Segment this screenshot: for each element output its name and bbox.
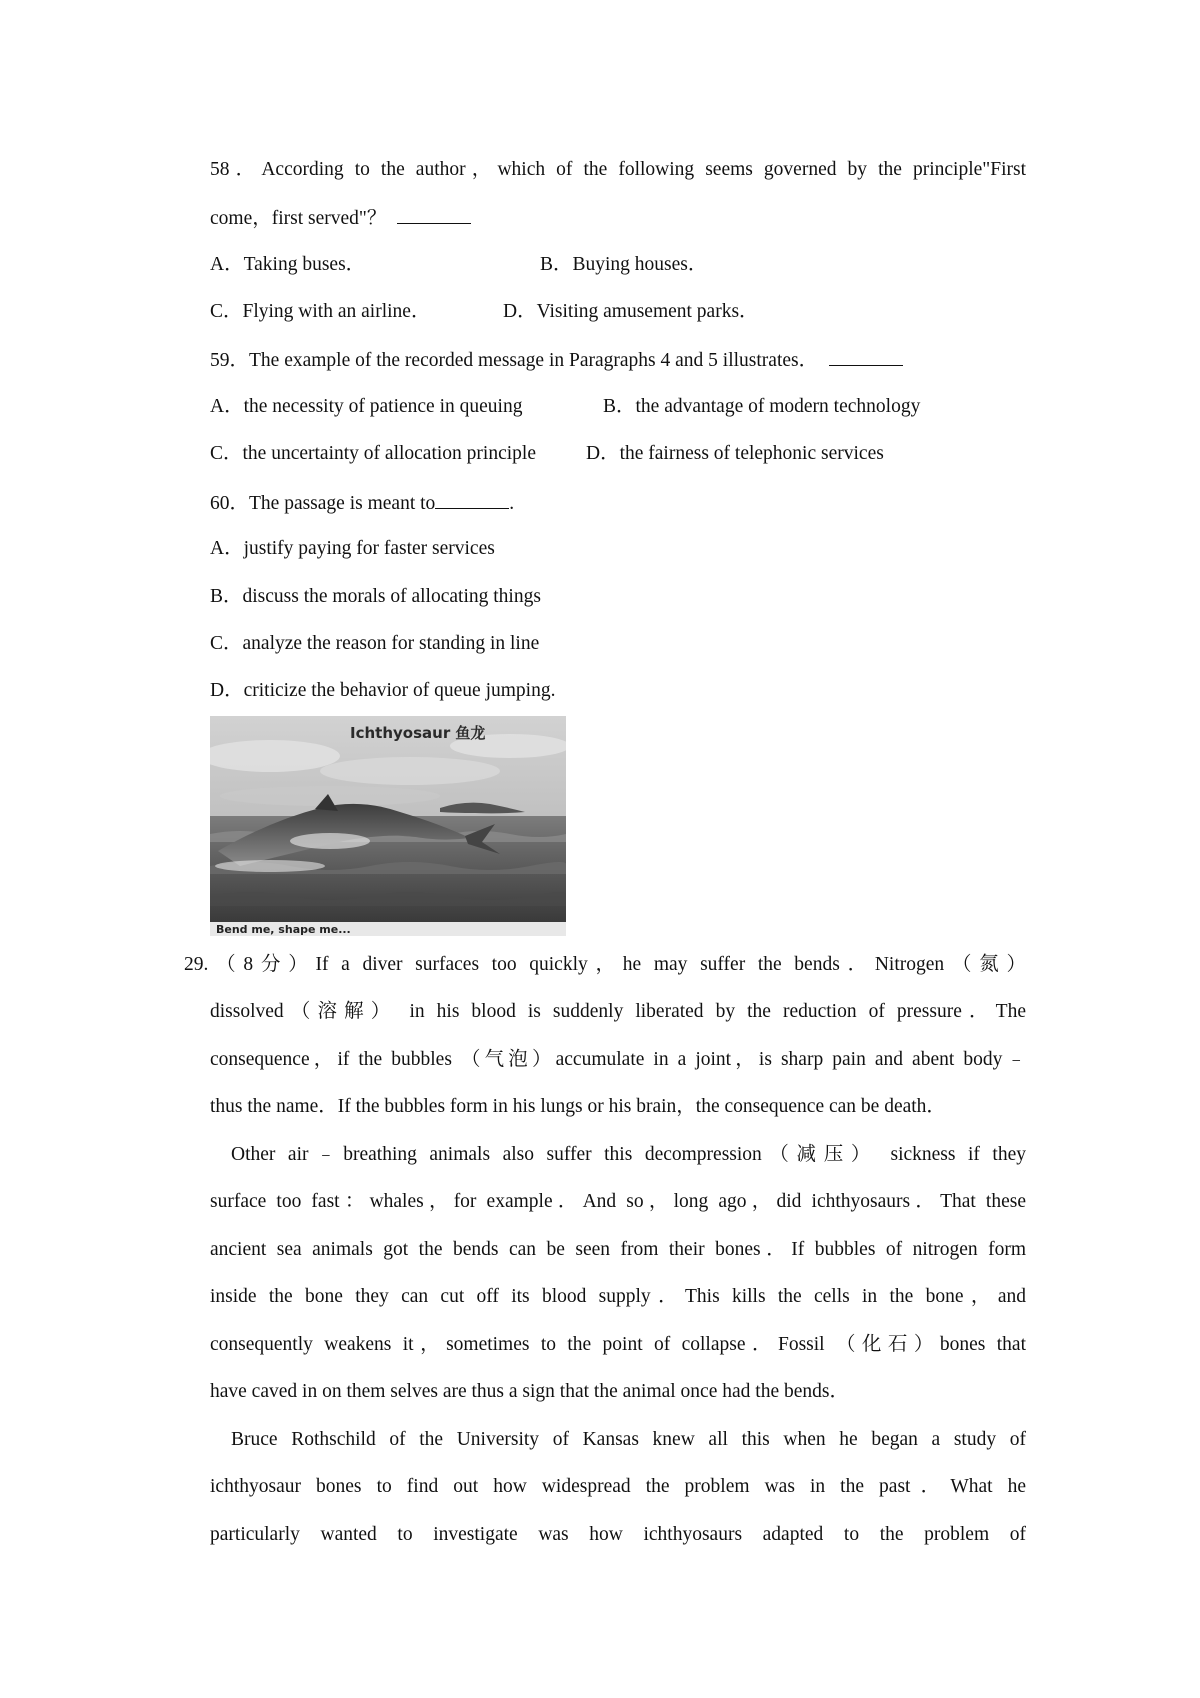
passage29-line2: dissolved（溶解） in his blood is suddenly liberated by the reduction of pressure．The <box>210 1001 1026 1022</box>
image-caption: Bend me, shape me... <box>216 923 351 936</box>
image-title: Ichthyosaur 鱼龙 <box>350 724 486 742</box>
q60-option-b: B．discuss the morals of allocating things <box>210 586 541 607</box>
passage29-line5: Other air﹣breathing animals also suffer this decompression（减压） sickness if they <box>231 1144 1026 1165</box>
q58-stem-text: come，first served"？ <box>210 208 387 229</box>
passage29-line1: 29.（8分）If a diver surfaces too quickly，he may suffer the bends．Nitrogen（氮） <box>184 954 1026 975</box>
passage29-line4: thus the name．If the bubbles form in his lungs or his brain，the consequence can be death． <box>210 1096 946 1117</box>
q60-stem-text: 60．The passage is meant to <box>210 493 436 514</box>
q60-option-d: D．criticize the behavior of queue jumping. <box>210 680 556 701</box>
q59-stem <box>210 347 903 373</box>
q58-option-a: A．Taking buses． <box>210 254 366 275</box>
ichthyosaur-image <box>210 716 566 936</box>
q58-option-c: C．Flying with an airline． <box>210 301 431 322</box>
passage29-line12: ichthyosaur bones to find out how widespread the problem was in the past．What he <box>210 1476 1026 1497</box>
passage29-line9: consequently weakens it，sometimes to the point of collapse．Fossil （化石）bones that <box>210 1334 1026 1355</box>
q59-stem-text: 59．The example of the recorded message in Paragraphs 4 and 5 illustrates． <box>210 350 819 371</box>
q59-option-d: D．the fairness of telephonic services <box>586 443 884 464</box>
q58-stem-line1: 58．According to the author，which of the following seems governed by the principle"First <box>210 159 1026 180</box>
passage29-line7: ancient sea animals got the bends can be seen from their bones．If bubbles of nitrogen form <box>210 1239 1026 1260</box>
passage29-line13: particularly wanted to investigate was how ichthyosaurs adapted to the problem of <box>210 1524 1026 1545</box>
passage29-line10: have caved in on them selves are thus a sign that the animal once had the bends． <box>210 1381 849 1402</box>
q60-stem-end: . <box>509 493 515 514</box>
passage29-line3: consequence，if the bubbles （气泡）accumulate in a joint，is sharp pain and abent body﹣ <box>210 1049 1026 1070</box>
q58-stem-line2 <box>210 205 471 231</box>
q58-answer-blank <box>397 205 471 224</box>
passage29-line8: inside the bone they can cut off its blood supply．This kills the cells in the bone，and <box>210 1286 1026 1307</box>
q60-option-a: A．justify paying for faster services <box>210 538 495 559</box>
passage29-line11: Bruce Rothschild of the University of Kansas knew all this when he began a study of <box>231 1429 1026 1450</box>
q60-answer-blank <box>435 490 509 509</box>
q58-option-b: B．Buying houses． <box>540 254 708 275</box>
q59-option-b: B．the advantage of modern technology <box>603 396 921 417</box>
q59-option-a: A．the necessity of patience in queuing <box>210 396 523 417</box>
q60-option-c: C．analyze the reason for standing in line <box>210 633 540 654</box>
q59-answer-blank <box>829 347 903 366</box>
q60-stem <box>210 490 514 516</box>
q59-option-c: C．the uncertainty of allocation principle <box>210 443 536 464</box>
passage29-line6: surface too fast：whales，for example．And so，long ago，did ichthyosaurs．That these <box>210 1191 1026 1212</box>
q58-option-d: D．Visiting amusement parks． <box>503 301 759 322</box>
